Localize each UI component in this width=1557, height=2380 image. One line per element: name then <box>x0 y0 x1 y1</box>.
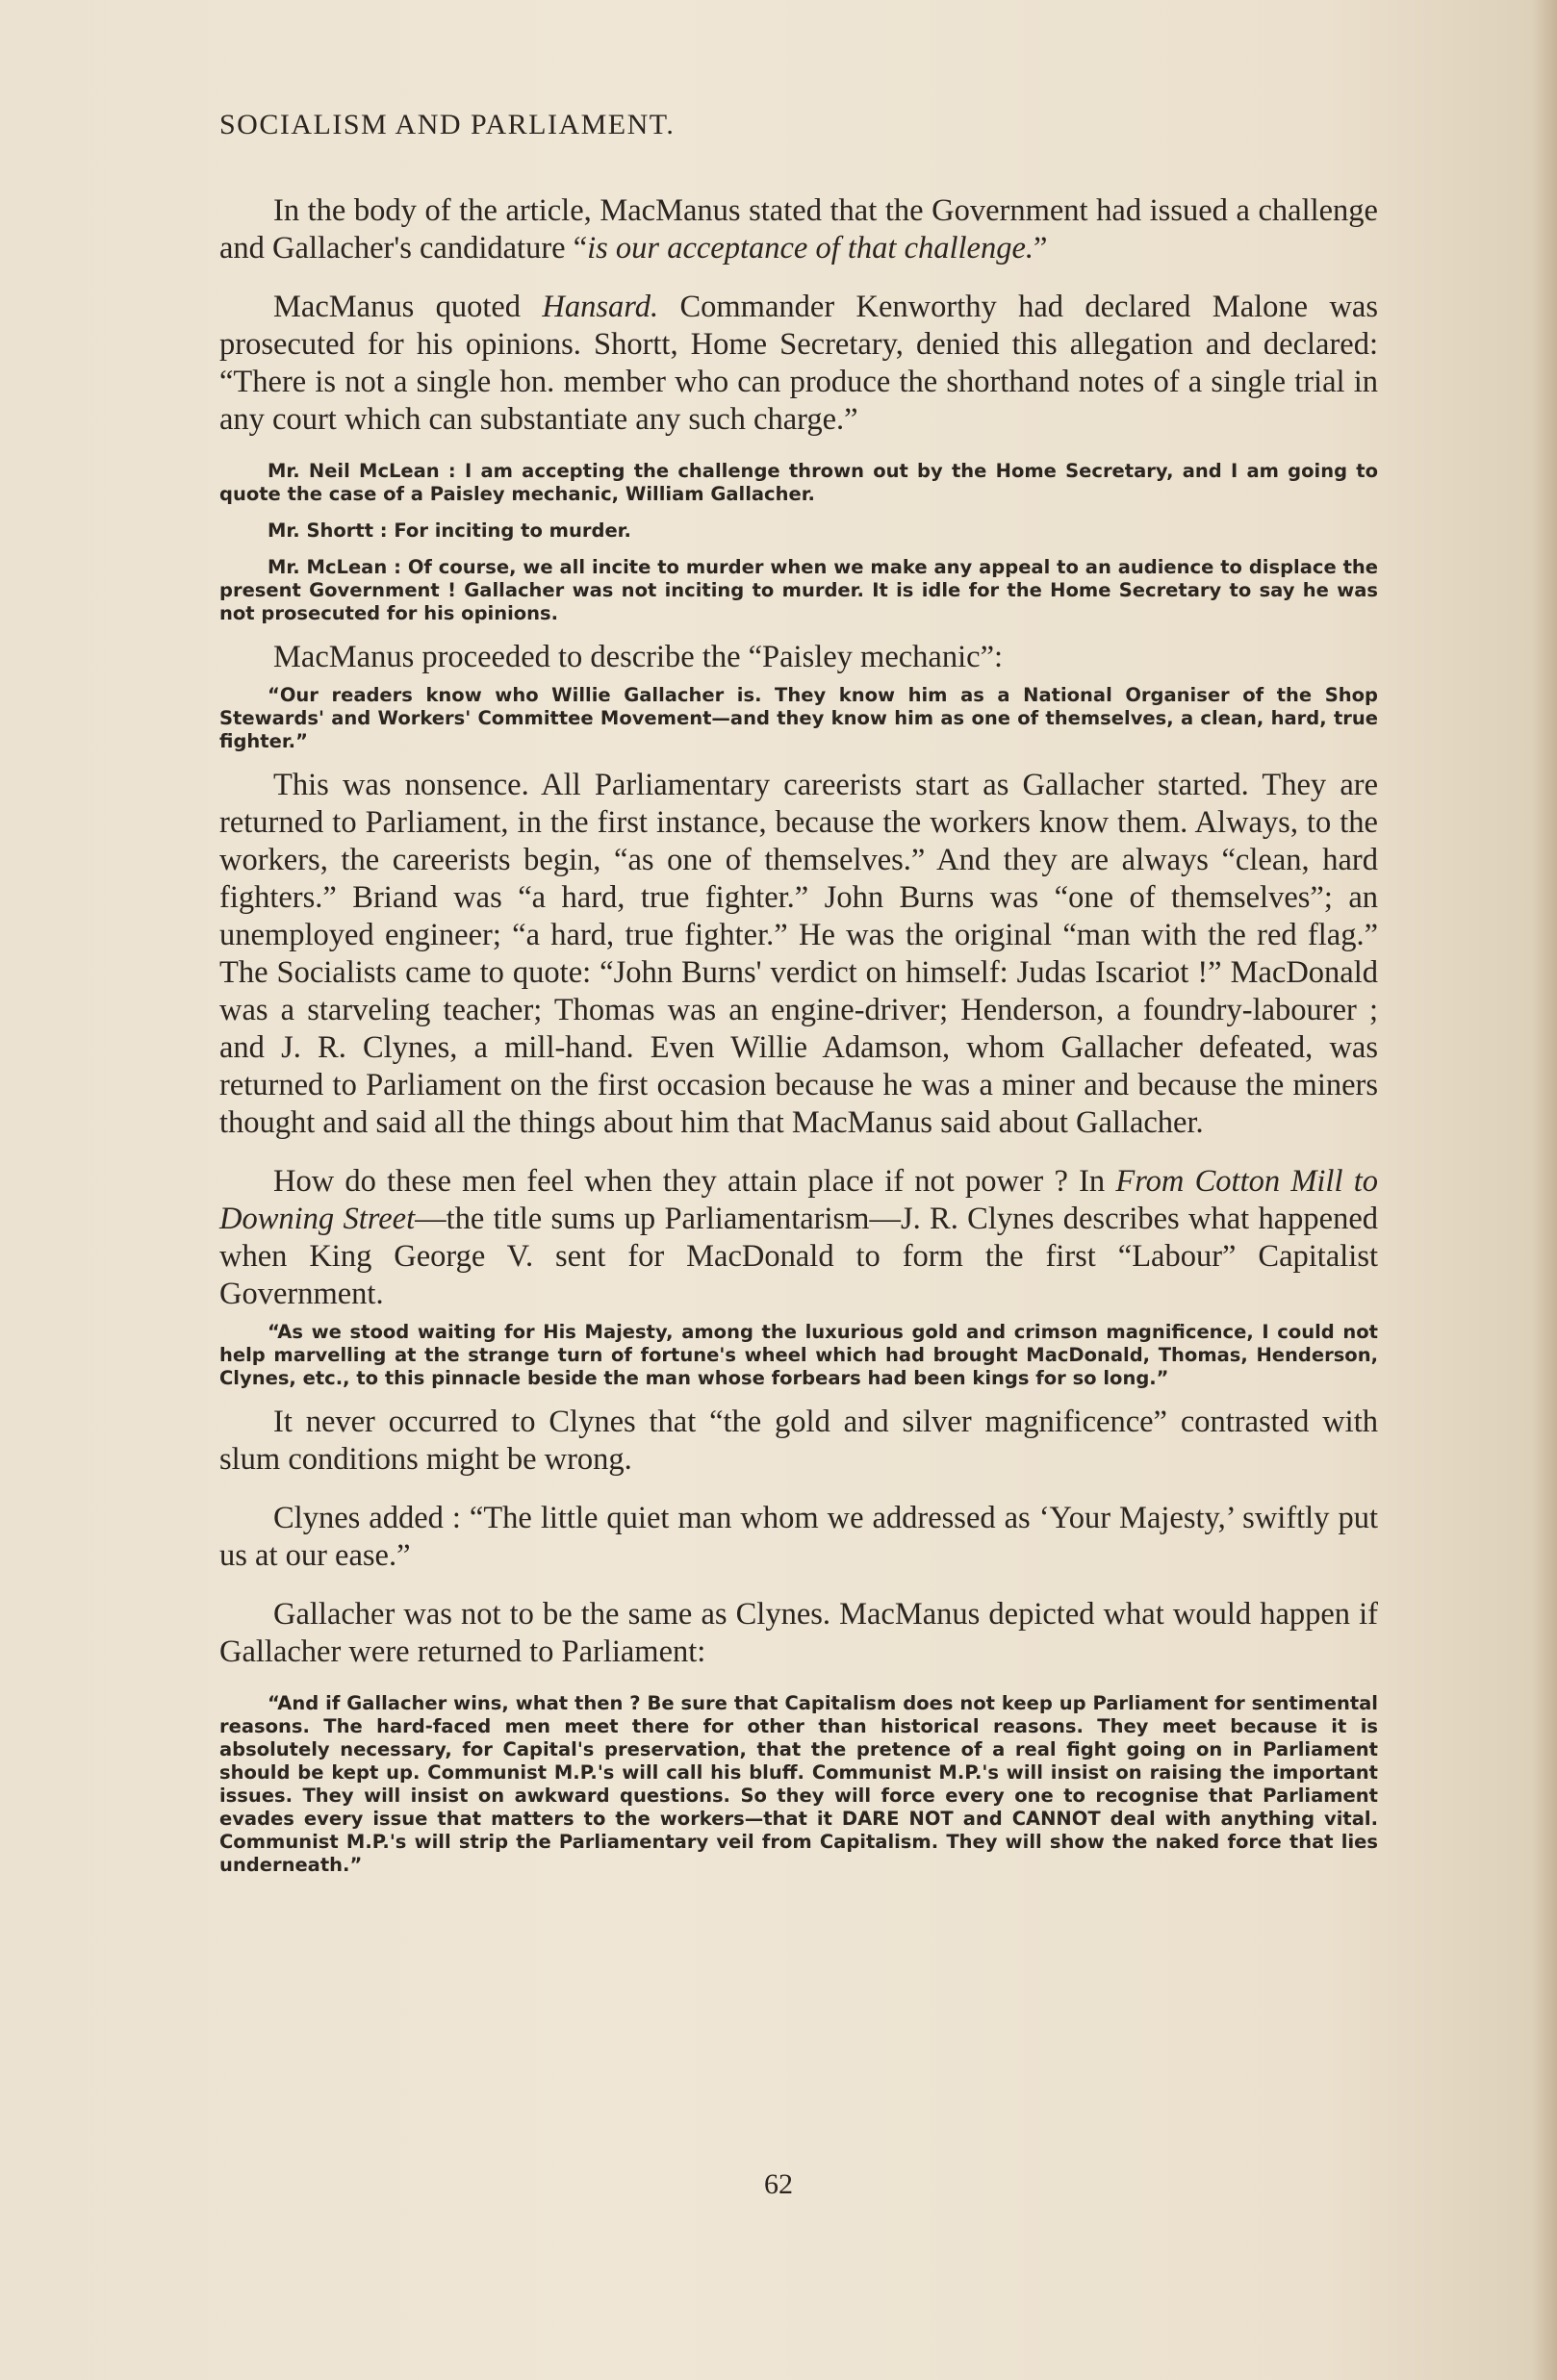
italic-text: Hansard. <box>542 290 659 324</box>
text-run: —the title sums up Parliamentarism—J. R. Clynes describes what happened when King George V. sent for MacDonald to form the first “Labour” Capitalist Government. <box>219 1202 1379 1311</box>
body-paragraph <box>219 1500 1378 1575</box>
running-head: SOCIALISM AND PARLIAMENT. <box>219 109 676 140</box>
body-paragraph <box>219 192 1378 267</box>
text-run: “As we stood waiting for His Majesty, among the luxurious gold and crimson magnificence, I could not help marvelling at the strange turn of fortune's wheel which had brought MacDonald, Thomas, Henderson, Clynes, etc., to this pinnacle beside the man whose forbears had been kings for so long.” <box>219 1321 1378 1389</box>
body-paragraph <box>219 289 1378 439</box>
body-paragraph <box>219 639 1378 676</box>
block-quote <box>219 460 1378 506</box>
page-content <box>219 108 1378 1900</box>
text-run: MacManus quoted <box>273 290 543 324</box>
text-run: In the body of the article, MacManus stated that the Government had issued a challenge and Gallacher's candidature “ <box>219 193 1378 266</box>
text-run: Mr. Shortt : For inciting to murder. <box>268 519 631 542</box>
text-run: “Our readers know who Willie Gallacher is. They know him as a National Organiser of the Shop Stewards' and Workers' Committee Movement—and they know him as one of themselves, a clean, hard, true fighter.” <box>219 684 1378 752</box>
text-run: ” <box>1034 231 1048 266</box>
italic-text: From Cotton Mill to Downing Street <box>219 1164 1378 1236</box>
page-number: 62 <box>764 2168 793 2200</box>
italic-text: is our acceptance of that challenge. <box>587 231 1034 266</box>
block-quote <box>219 556 1378 625</box>
text-flow <box>219 192 1378 1877</box>
text-run: “And if Gallacher wins, what then ? Be sure that Capitalism does not keep up Parliament for sentimental reasons. The hard-faced men meet there for other than historical reasons. They meet because it is absolutely necessary, for Capital's preservation, that the pretence of a real fight going on in Parliament should be kept up. Communist M.P.'s will call his bluff. Communist M.P.'s will insist on raising the important issues. They will insist on awkward questions. So they will force every one to recognise that Parliament evades every issue that matters to the workers—that it DARE NOT and CANNOT deal with anything vital. Communist M.P.'s will strip the Parliamentary veil from Capitalism. They will show the naked force that lies underneath.” <box>219 1692 1378 1876</box>
block-quote <box>219 519 1378 543</box>
text-run: It never occurred to Clynes that “the gold and silver magnificence” contrasted with slum conditions might be wrong. <box>219 1405 1378 1477</box>
text-run: How do these men feel when they attain place if not power ? In <box>273 1164 1116 1199</box>
body-paragraph <box>219 1404 1378 1479</box>
block-quote <box>219 684 1378 753</box>
body-paragraph <box>219 767 1378 1142</box>
text-run: Mr. McLean : Of course, we all incite to murder when we make any appeal to an audience to displace the present Government ! Gallacher was not inciting to murder. It is idle for the Home Secretary to say he was not prosecuted for his opinions. <box>219 556 1378 624</box>
block-quote <box>219 1321 1378 1390</box>
page-edge-shadow <box>1532 0 1557 2380</box>
text-run: Clynes added : “The little quiet man whom we addressed as ‘Your Majesty,’ swiftly put us at our ease.” <box>219 1501 1378 1573</box>
text-run: Gallacher was not to be the same as Clynes. MacManus depicted what would happen if Gallacher were returned to Parliament: <box>219 1597 1378 1669</box>
text-run: Mr. Neil McLean : I am accepting the challenge thrown out by the Home Secretary, and I am going to quote the case of a Paisley mechanic, William Gallacher. <box>219 460 1378 505</box>
text-run: This was nonsence. All Parliamentary careerists start as Gallacher started. They are returned to Parliament, in the first instance, because the workers know them. Always, to the workers, the careerists begin, “as one of themselves.” And they are always “clean, hard fighters.” Briand was “a hard, true fighter.” John Burns was “one of themselves”; an unemployed engineer; “a hard, true fighter.” He was the original “man with the red flag.” The Socialists came to quote: “John Burns' verdict on himself: Judas Iscariot !” MacDonald was a starveling teacher; Thomas was an engine-driver; Henderson, a foundry-labourer ; and J. R. Clynes, a mill-hand. Even Willie Adamson, whom Gallacher defeated, was returned to Parliament on the first occasion because he was a miner and because the miners thought and said all the things about him that MacManus said about Gallacher. <box>219 768 1378 1140</box>
block-quote <box>219 1692 1378 1877</box>
body-paragraph <box>219 1596 1378 1671</box>
text-run: MacManus proceeded to describe the “Paisley mechanic”: <box>273 640 1004 674</box>
body-paragraph <box>219 1163 1378 1313</box>
text-run: Commander Kenworthy had declared Malone was prosecuted for his opinions. Shortt, Home Secretary, denied this allegation and declared: “There is not a single hon. member who can produce the shorthand notes of a single trial in any court which can substantiate any such charge.” <box>219 290 1378 437</box>
